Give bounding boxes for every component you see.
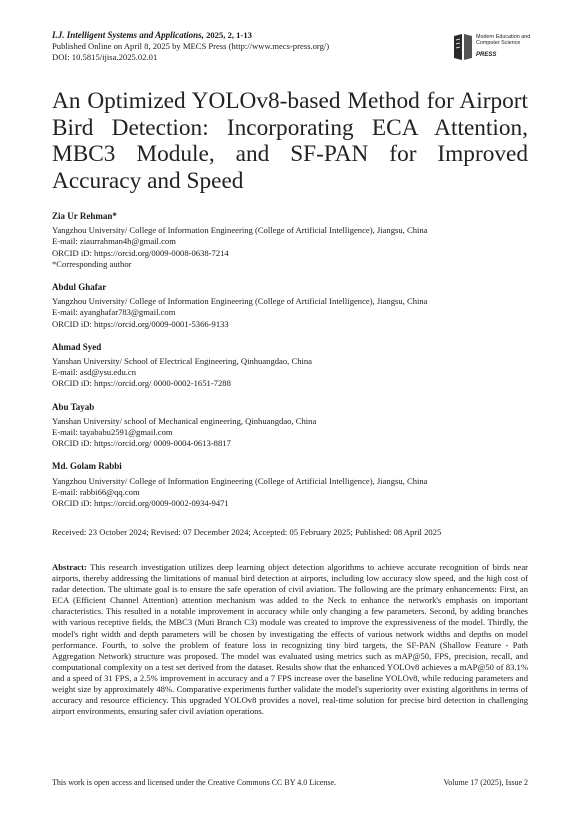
publisher-logo-press: PRESS bbox=[476, 52, 497, 58]
abstract-text: This research investigation utilizes deep learning object detection algorithms to achieve accurate recognition of birds near airports, thereby addressing the limitations of manual bird detection at airports, including low accuracy slow speed, and the high cost of radar detection. The ultimate goal is to ensure the safe operation of civil aviation. The following are the primary enhancements: First, an ECA (Efficient Channel Attention) attention mechanism was added to the Neck to enhance the network's emphasis on important characteristics. This resulted in a notable improvement in accuracy while only changing a few parameters. Second, by adding branches with various receptive fields, the MBC3 (Muti Branch C3) module was created to improve the expressiveness of the model. Thirdly, the model's right width and depth parameters will be chosen by investigating the effects of various network widths and depths on model performance. Fourth, to solve the problem of feature loss in recognizing tiny bird targets, the SF-PAN (Shallow Feature - Path Aggregation Network) structure was proposed. The model was evaluated using metrics such as mAP@50, FPS, precision, recall, and computational complexity on a test set derived from the dataset. Results show that the enhanced YOLOv8 achieves a mAP@50 of 83.1% and a speed of 31 FPS, a 2.5% improvement in accuracy and a 7 FPS increase over the baseline YOLOv8, while reducing parameters and weight size by approximately 48%. Comparative experiments further validate the model's superiority over existing algorithms in terms of accuracy and resource efficiency. This upgraded YOLOv8 provides a novel, real-time solution for precise bird detection in challenging airport environments, ensuring safer civil aviation operations. bbox=[52, 562, 528, 717]
author-affiliation: Yangzhou University/ College of Information Engineering (College of Artificial Intelligence), Jiangsu, China bbox=[52, 225, 428, 236]
author-email[interactable]: E-mail: ziaurrahman4h@gmail.com bbox=[52, 236, 176, 247]
author-list bbox=[52, 211, 528, 521]
volume-issue: Volume 17 (2025), Issue 2 bbox=[443, 778, 528, 787]
author-name: Ahmad Syed bbox=[52, 341, 102, 352]
paper-title: An Optimized YOLOv8-based Method for Airport Bird Detection: Incorporating ECA Attention, MBC3 Module, and SF-PAN for Improved Accuracy and Speed bbox=[52, 88, 528, 194]
publisher-logo-icon bbox=[452, 32, 474, 62]
author-name: Md. Golam Rabbi bbox=[52, 461, 122, 472]
author-name: Abu Tayab bbox=[52, 401, 95, 412]
author-name: Abdul Ghafar bbox=[52, 282, 107, 293]
author-block bbox=[52, 211, 528, 270]
author-orcid[interactable]: ORCID iD: https://orcid.org/ 0009-0004-0613-8817 bbox=[52, 438, 231, 449]
corresponding-note: *Corresponding author bbox=[52, 258, 132, 269]
author-block bbox=[52, 282, 528, 330]
author-orcid[interactable]: ORCID iD: https://orcid.org/0009-0002-0934-9471 bbox=[52, 498, 229, 509]
author-email[interactable]: E-mail: tayababu2591@gmail.com bbox=[52, 427, 173, 438]
author-name: Zia Ur Rehman* bbox=[52, 211, 117, 221]
author-block bbox=[52, 402, 528, 450]
journal-name: I.J. Intelligent Systems and Applications, bbox=[52, 30, 204, 40]
journal-header bbox=[52, 30, 472, 63]
author-affiliation: Yanshan University/ school of Mechanical engineering, Qinhuangdao, China bbox=[52, 415, 317, 426]
publisher-logo bbox=[452, 32, 536, 68]
author-email[interactable]: E-mail: rabbi66@qq.com bbox=[52, 486, 140, 497]
license-note: This work is open access and licensed under the Creative Commons CC BY 4.0 License. bbox=[52, 778, 337, 787]
author-orcid[interactable]: ORCID iD: https://orcid.org/ 0000-0002-1651-7288 bbox=[52, 378, 231, 389]
author-block bbox=[52, 461, 528, 509]
author-affiliation: Yangzhou University/ College of Information Engineering (College of Artificial Intelligence), Jiangsu, China bbox=[52, 475, 428, 486]
publication-dates: Received: 23 October 2024; Revised: 07 December 2024; Accepted: 05 February 2025; Published: 08 April 2025 bbox=[52, 527, 442, 537]
abstract-label: Abstract: bbox=[52, 562, 87, 572]
author-affiliation: Yangzhou University/ College of Information Engineering (College of Artificial Intelligence), Jiangsu, China bbox=[52, 296, 428, 307]
doi-line: DOI: 10.5815/ijisa.2025.02.01 bbox=[52, 52, 158, 62]
journal-citation bbox=[52, 30, 472, 41]
author-email[interactable]: E-mail: asd@ysu.edu.cn bbox=[52, 367, 137, 378]
published-line: Published Online on April 8, 2025 by MECS Press (http://www.mecs-press.org/) bbox=[52, 41, 330, 51]
author-block bbox=[52, 342, 528, 390]
abstract bbox=[52, 562, 528, 717]
author-affiliation: Yanshan University/ School of Electrical Engineering, Qinhuangdao, China bbox=[52, 356, 312, 367]
publisher-logo-text: Modern Education and Computer Science bbox=[476, 34, 531, 46]
author-email[interactable]: E-mail: ayanghafar783@gmail.com bbox=[52, 307, 176, 318]
author-orcid[interactable]: ORCID iD: https://orcid.org/0009-0008-0638-7214 bbox=[52, 247, 229, 258]
journal-issue: 2025, 2, 1-13 bbox=[203, 30, 252, 40]
page-footer bbox=[52, 778, 528, 787]
author-orcid[interactable]: ORCID iD: https://orcid.org/0009-0001-5366-9133 bbox=[52, 318, 229, 329]
